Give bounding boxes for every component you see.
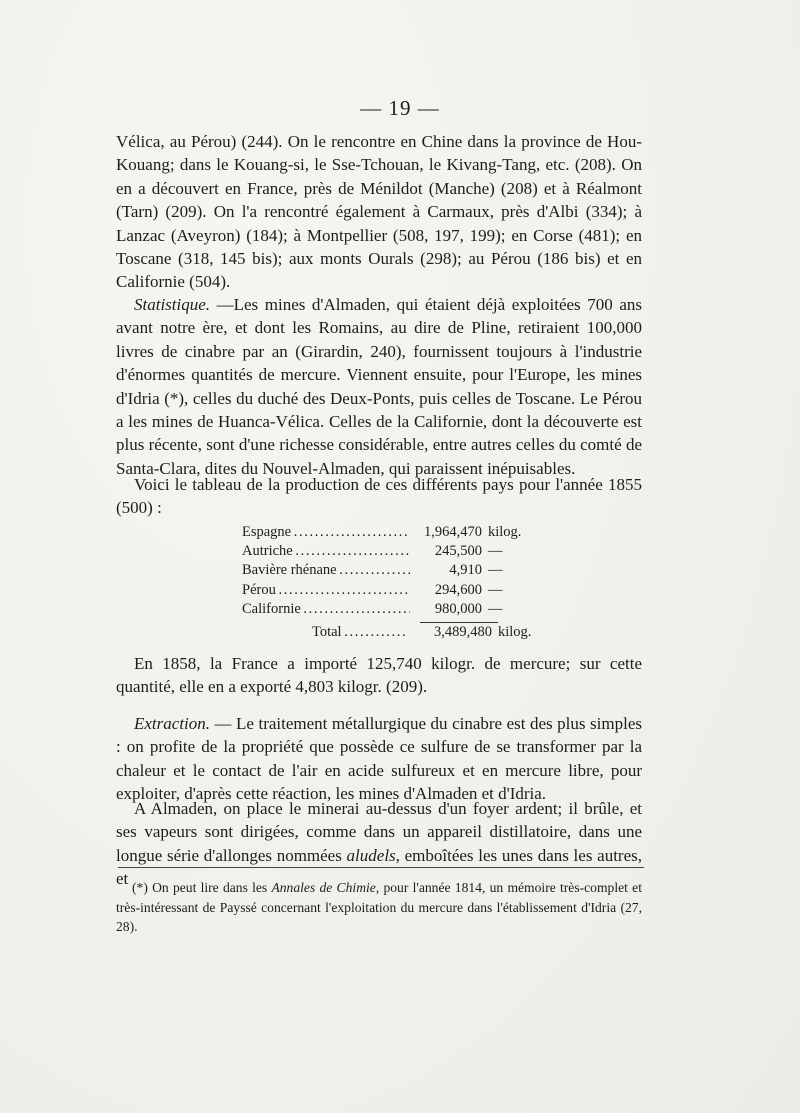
country-name: Pérou . . .	[242, 582, 410, 599]
country-name: Autriche . . .	[242, 543, 410, 560]
table-row	[242, 543, 532, 562]
footnote-text-start: On peut lire dans les	[147, 880, 272, 895]
production-unit: —	[488, 581, 503, 598]
total-unit: kilog.	[498, 624, 532, 640]
section-lead-statistique: Statistique.	[134, 295, 211, 314]
almaden-text-end: , emboîtées les unes dans les autres, et	[116, 845, 642, 889]
aludels-term: aludels	[346, 845, 396, 865]
statistique-text: —Les mines d'Almaden, qui étaient déjà exploitées 700 ans avant notre ère, et dont les Romains, au dire de Pline, retiraient 100,000 livres de cinabre par an (Girardin, 240), fournissent toujours à l'industrie d'énormes quantités de mercure. Viennent ensuite, pour l'Europe, les mines d'Idria (*), celles du duché des Deux-Ponts, puis celles de Toscane. Le Pérou a les mines de Huanca-Vélica. Celles de la Californie, dont la découverte est plus récente, sont d'une richesse considérable, entre autres celles du comté de Santa-Clara, dites du Nouvel-Almaden, qui paraissent inépuisables.	[116, 295, 642, 478]
footnote-divider	[118, 867, 644, 868]
total-label: Total . . .	[312, 624, 408, 641]
footnote	[116, 878, 642, 937]
production-unit: —	[488, 543, 503, 560]
paragraph-table-intro: Voici le tableau de la production de ces différents pays pour l'année 1855 (500) :	[116, 475, 642, 518]
almaden-text-start: A Almaden, on place le minerai au-dessus d'un foyer ardent; il brûle, et ses vapeurs sont dirigées, comme dans un appareil distillatoire, dans une longue série d'allonges nommées	[116, 799, 642, 865]
production-value: 980,000	[434, 600, 482, 617]
section-lead-extraction: Extraction.	[134, 714, 211, 733]
paragraph-france-import: En 1858, la France a importé 125,740 kilogr. de mercure; sur cette quantité, elle en a exporté 4,803 kilogr. (209).	[116, 654, 642, 697]
table-row	[242, 601, 532, 620]
footnote-mark: (*)	[132, 880, 148, 895]
production-unit: —	[488, 600, 503, 617]
production-value: 1,964,470	[424, 524, 482, 540]
production-unit: —	[488, 562, 503, 579]
country-name: Espagne . . .	[242, 524, 410, 541]
extraction-text: — Le traitement métallurgique du cinabre est des plus simples : on profite de la propriété que possède ce sulfure de se transformer par la chaleur et le contact de l'air en acide sulfureux et en mercure libre, pour exploiter, d'après cette réaction, les mines d'Almaden et d'Idria.	[116, 714, 642, 804]
table-row	[242, 562, 532, 581]
production-table	[242, 524, 532, 620]
paragraph-extraction	[116, 712, 642, 806]
production-value: 245,500	[434, 543, 482, 560]
total-divider	[420, 622, 498, 623]
journal-title: Annales de Chimie	[271, 880, 376, 895]
country-name: Bavière rhénane . . .	[242, 562, 410, 579]
paragraph-localities: Vélica, au Pérou) (244). On le rencontre en Chine dans la province de Hou-Kouang; dans le Kouang-si, le Sse-Tchouan, le Kivang-Tang, etc. (208). On en a découvert en France, près de Ménildot (Manche) (208) et à Réalmont (Tarn) (209). On l'a rencontré également à Carmaux, près d'Albi (334); à Lanzac (Aveyron) (184); à Montpellier (508, 197, 199); en Corse (481); en Toscane (318, 145 bis); aux monts Ourals (298); au Pérou (186 bis) et en Californie (504).	[116, 132, 642, 292]
production-value: 294,600	[434, 581, 482, 598]
table-row	[242, 582, 532, 601]
production-value: 4,910	[449, 562, 482, 579]
paragraph-statistique	[116, 293, 642, 480]
paragraph-almaden	[116, 797, 642, 891]
page-number: — 19 —	[360, 96, 440, 120]
production-unit: kilog.	[488, 524, 522, 540]
country-name: Californie . . .	[242, 601, 410, 618]
production-total-row	[312, 624, 540, 641]
total-value: 3,489,480	[434, 624, 492, 640]
footnote-text-end: , pour l'année 1814, un mémoire très-complet et très-intéressant de Payssé concernant l'exploitation du mercure dans l'établissement d'Idria (27, 28).	[116, 880, 642, 934]
table-row	[242, 524, 532, 543]
